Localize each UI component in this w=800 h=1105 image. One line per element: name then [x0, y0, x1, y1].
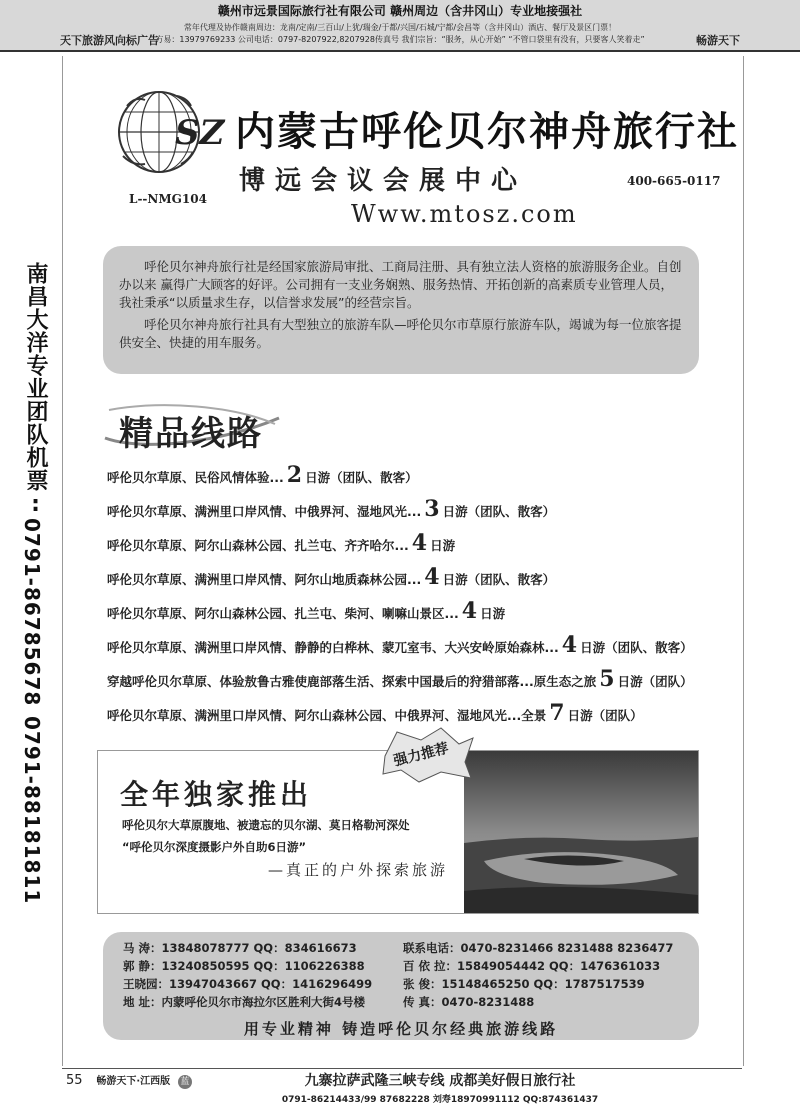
route-suffix: 日游（团队） — [617, 674, 693, 689]
footer-ad — [280, 1070, 600, 1105]
route-suffix: 日游（团队、散客） — [305, 470, 418, 485]
banner-service-line: 常年代理及协作赣南周边：龙南/定南/三百山/上犹/瑞金/于都/兴国/石城/宁都/会昌等（含井冈山）酒店、餐厅及景区门票！ — [183, 23, 617, 32]
contact-right: 张 俊：15148465250 QQ：1787517539 — [403, 977, 645, 991]
route-days: 4 — [461, 598, 478, 624]
contact-row — [123, 976, 645, 992]
footer-left — [66, 1072, 192, 1089]
route-suffix: 日游 — [430, 538, 456, 553]
contacts-slogan: 用专业精神 铸造呼伦贝尔经典旅游线路 — [243, 1020, 559, 1038]
recommend-badge — [381, 726, 475, 784]
side-strip-phone-2: 0791-88181811 — [20, 716, 44, 905]
promo-line-1: 呼伦贝尔大草原腹地、被遗忘的贝尔湖、莫日格勒河深处 — [122, 818, 410, 832]
route-text: 呼伦贝尔草原、阿尔山森林公园、扎兰屯、齐齐哈尔... — [107, 538, 409, 553]
ad-panel — [62, 56, 744, 1066]
publication-name: 畅游天下·江西版 — [96, 1076, 171, 1087]
route-suffix: 日游（团队、散客） — [580, 640, 693, 655]
route-text: 呼伦贝尔草原、民俗风情体验... — [107, 470, 284, 485]
contact-left: 王晓园：13947043667 QQ：1416296499 — [123, 977, 373, 991]
route-suffix: 日游（团队、散客） — [442, 504, 556, 519]
routes-title-text: 精品线路 — [119, 414, 263, 454]
route-days: 4 — [424, 564, 440, 590]
contact-row — [123, 940, 674, 956]
footer-ad-title: 九寨拉萨武隆三峡专线 成都美好假日旅行社 — [304, 1073, 576, 1089]
page-number: 55 — [66, 1073, 83, 1088]
route-item — [107, 492, 747, 526]
contact-left: 地 址：内蒙呼伦贝尔市海拉尔区胜利大街4号楼 — [123, 995, 366, 1009]
side-strip-label: 南昌大洋专业团队机票: — [23, 262, 48, 518]
agency-name: 内蒙古呼伦贝尔神舟旅行社 — [235, 108, 739, 155]
globe-logo — [107, 86, 225, 178]
hotline: 400-665-0117 — [627, 174, 721, 188]
website[interactable]: Www.mtosz.com — [351, 200, 578, 228]
route-suffix: 日游 — [480, 606, 506, 621]
contact-left: 马 涛：13848078777 QQ：834616673 — [123, 941, 357, 955]
route-text: 呼伦贝尔草原、阿尔山森林公园、扎兰屯、柴河、喇嘛山景区... — [107, 606, 459, 621]
route-days: 4 — [411, 530, 428, 556]
contact-row — [123, 994, 535, 1010]
routes-title — [103, 402, 283, 454]
contact-right: 百 依 拉：15849054442 QQ：1476361033 — [403, 959, 661, 973]
route-text: 呼伦贝尔草原、满洲里口岸风情、阿尔山地质森林公园... — [107, 572, 422, 587]
footer-divider — [62, 1068, 742, 1069]
route-item — [107, 560, 747, 594]
route-text: 呼伦贝尔草原、满洲里口岸风情、中俄界河、湿地风光... — [107, 504, 422, 519]
logo-letters: SZ — [175, 113, 225, 153]
footer-ad-contacts: 0791-86214433/99 87682228 刘寿18970991112 QQ:874361437 — [281, 1095, 599, 1105]
route-text: 穿越呼伦贝尔草原、体验敖鲁古雅使鹿部落生活、探索中国最后的狩猎部落...原生态之旅 — [107, 674, 597, 689]
banner-left-tag: 天下旅游风向标广告 — [60, 34, 159, 47]
intro-paragraph-2: 呼伦贝尔神舟旅行社具有大型独立的旅游车队—呼伦贝尔市草原行旅游车队，竭诚为每一位旅客提供安全、快捷的用车服务。 — [119, 317, 682, 350]
route-item — [107, 696, 747, 730]
banner-contact-line: 方易：13979769233 公司电话：0797-8207922,8207928传真号 我们宗旨：“服务，从心开始” “不管口袋里有没有，只要客人笑着走” — [155, 35, 645, 44]
route-days: 3 — [424, 496, 440, 522]
banner-company-line: 赣州市远景国际旅行社有限公司 赣州周边（含井冈山）专业地接强社 — [217, 4, 583, 18]
promo-tagline: —真正的户外探索旅游 — [268, 861, 449, 879]
route-days: 4 — [561, 632, 578, 658]
intro-box — [103, 246, 699, 374]
recommend-badge-text: 强力推荐 — [392, 740, 451, 770]
route-item — [107, 526, 747, 560]
route-text: 呼伦贝尔草原、满洲里口岸风情、静静的白桦林、蒙兀室韦、大兴安岭原始森林... — [107, 640, 559, 655]
route-item — [107, 594, 747, 628]
contact-left: 郭 静：13240850595 QQ：1106226388 — [123, 959, 365, 973]
route-suffix: 日游（团队） — [567, 708, 643, 723]
promo-line-2: “呼伦贝尔深度摄影户外自助6日游” — [122, 840, 307, 854]
route-days: 7 — [549, 700, 565, 726]
intro-paragraph-1: 呼伦贝尔神舟旅行社是经国家旅游局审批、工商局注册、具有独立法人资格的旅游服务企业。自创办以来 赢得广大顾客的好评。公司拥有一支业务娴熟、服务热情、开拓创新的高素质专业管理人员，我社秉承“以质量求生存，以信誉求发展”的经营宗旨。 — [119, 259, 682, 310]
lake-landscape-image — [464, 751, 698, 913]
route-item — [107, 662, 747, 696]
route-days: 5 — [599, 666, 615, 692]
contacts-box — [103, 932, 699, 1040]
agency-code: L--NMG104 — [129, 192, 207, 206]
routes-list — [107, 458, 747, 730]
route-text: 呼伦贝尔草原、满洲里口岸风情、阿尔山森林公园、中俄界河、湿地风光...全景 — [107, 708, 547, 723]
side-strip-phone-1: 0791-86785678 — [20, 518, 44, 707]
contact-right: 联系电话：0470-8231466 8231488 8236477 — [403, 941, 674, 955]
edition-mark: 蓝 — [178, 1075, 192, 1089]
route-days: 2 — [286, 462, 303, 488]
side-phone-strip — [20, 262, 60, 905]
route-item — [107, 628, 747, 662]
banner-right-tag: 畅游天下 — [696, 34, 740, 47]
route-item — [107, 458, 747, 492]
contact-row — [123, 958, 661, 974]
center-name: 博远会议会展中心 — [239, 166, 528, 196]
route-suffix: 日游（团队、散客） — [442, 572, 556, 587]
promo-title: 全年独家推出 — [120, 778, 313, 811]
contact-right: 传 真：0470-8231488 — [403, 995, 535, 1009]
top-banner — [0, 0, 800, 52]
